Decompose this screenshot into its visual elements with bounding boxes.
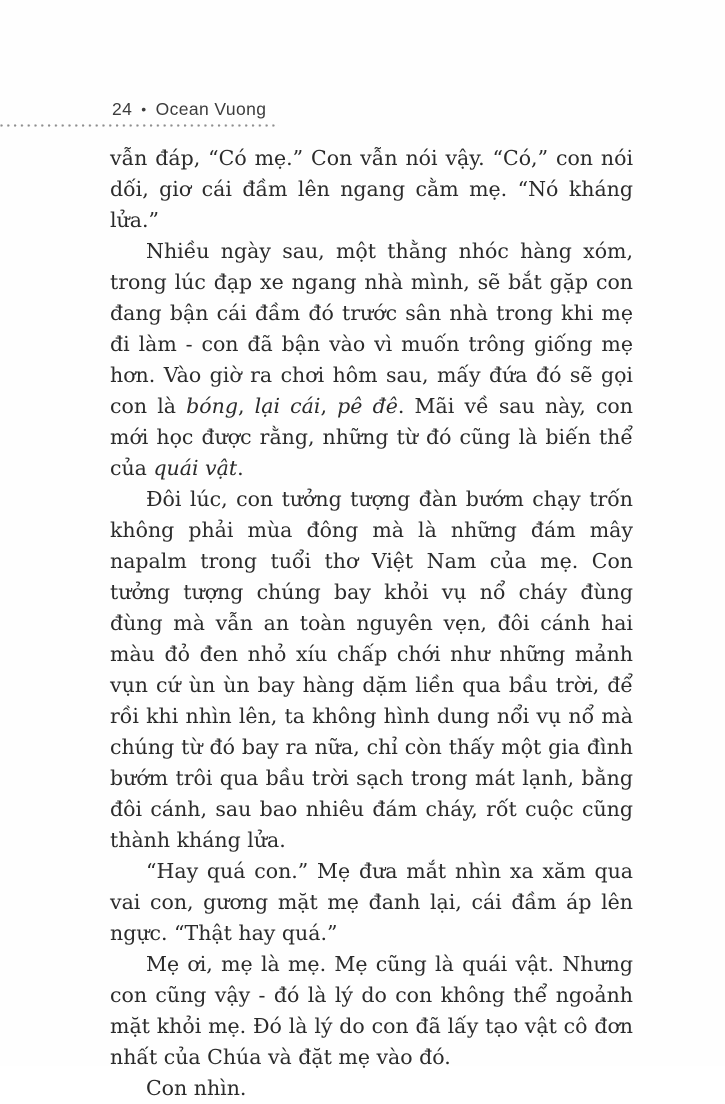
- text-run: .: [237, 456, 244, 480]
- author-name: Ocean Vuong: [155, 99, 267, 119]
- page-body: [110, 143, 633, 1104]
- italic-text-run: bóng: [186, 394, 238, 418]
- paragraph: [110, 236, 633, 484]
- text-run: ,: [320, 394, 338, 418]
- paragraph: [110, 949, 633, 1073]
- paragraph: [110, 856, 633, 949]
- text-run: . Mãi về sau này, con mới học được rằng, những từ đó cũng là biến thể của: [110, 394, 633, 480]
- dotted-rule: [0, 124, 279, 127]
- text-run: Con nhìn.: [146, 1076, 247, 1100]
- running-header: [112, 99, 266, 120]
- text-run: vẫn đáp, “Có mẹ.” Con vẫn nói vậy. “Có,” con nói dối, giơ cái đầm lên ngang cằm mẹ. “Nó kháng lửa.”: [110, 146, 633, 232]
- text-run: “Hay quá con.” Mẹ đưa mắt nhìn xa xăm qua vai con, gương mặt mẹ đanh lại, cái đầm áp lên ngực. “Thật hay quá.”: [110, 859, 633, 945]
- text-run: Đôi lúc, con tưởng tượng đàn bướm chạy trốn không phải mùa đông mà là những đám mây napalm trong tuổi thơ Việt Nam của mẹ. Con tưởng tượng chúng bay khỏi vụ nổ cháy đùng đùng mà vẫn an toàn nguyên vẹn, đôi cánh hai màu đỏ đen nhỏ xíu chấp chới như những mảnh vụn cứ ùn ùn bay hàng dặm liền qua bầu trời, để rồi khi nhìn lên, ta không hình dung nổi vụ nổ mà chúng từ đó bay ra nữa, chỉ còn thấy một gia đình bướm trôi qua bầu trời sạch trong mát lạnh, bằng đôi cánh, sau bao nhiêu đám cháy, rốt cuộc cũng thành kháng lửa.: [110, 487, 633, 852]
- paragraph: [110, 1073, 633, 1104]
- text-run: ,: [237, 394, 255, 418]
- italic-text-run: quái vật: [153, 456, 238, 480]
- page-number: 24: [112, 99, 133, 119]
- italic-text-run: pê đê: [337, 394, 398, 418]
- paragraph: [110, 143, 633, 236]
- italic-text-run: lại cái: [254, 394, 321, 418]
- text-run: Nhiều ngày sau, một thằng nhóc hàng xóm, trong lúc đạp xe ngang nhà mình, sẽ bắt gặp con đang bận cái đầm đó trước sân nhà trong khi mẹ đi làm - con đã bận vào vì muốn trông giống mẹ hơn. Vào giờ ra chơi hôm sau, mấy đứa đó sẽ gọi con là: [110, 239, 633, 418]
- paragraph: [110, 484, 633, 856]
- bullet-separator-icon: •: [141, 101, 147, 117]
- text-run: Mẹ ơi, mẹ là mẹ. Mẹ cũng là quái vật. Nhưng con cũng vậy - đó là lý do con không thể ngoảnh mặt khỏi mẹ. Đó là lý do con đã lấy tạo vật cô đơn nhất của Chúa và đặt mẹ vào đó.: [110, 952, 633, 1069]
